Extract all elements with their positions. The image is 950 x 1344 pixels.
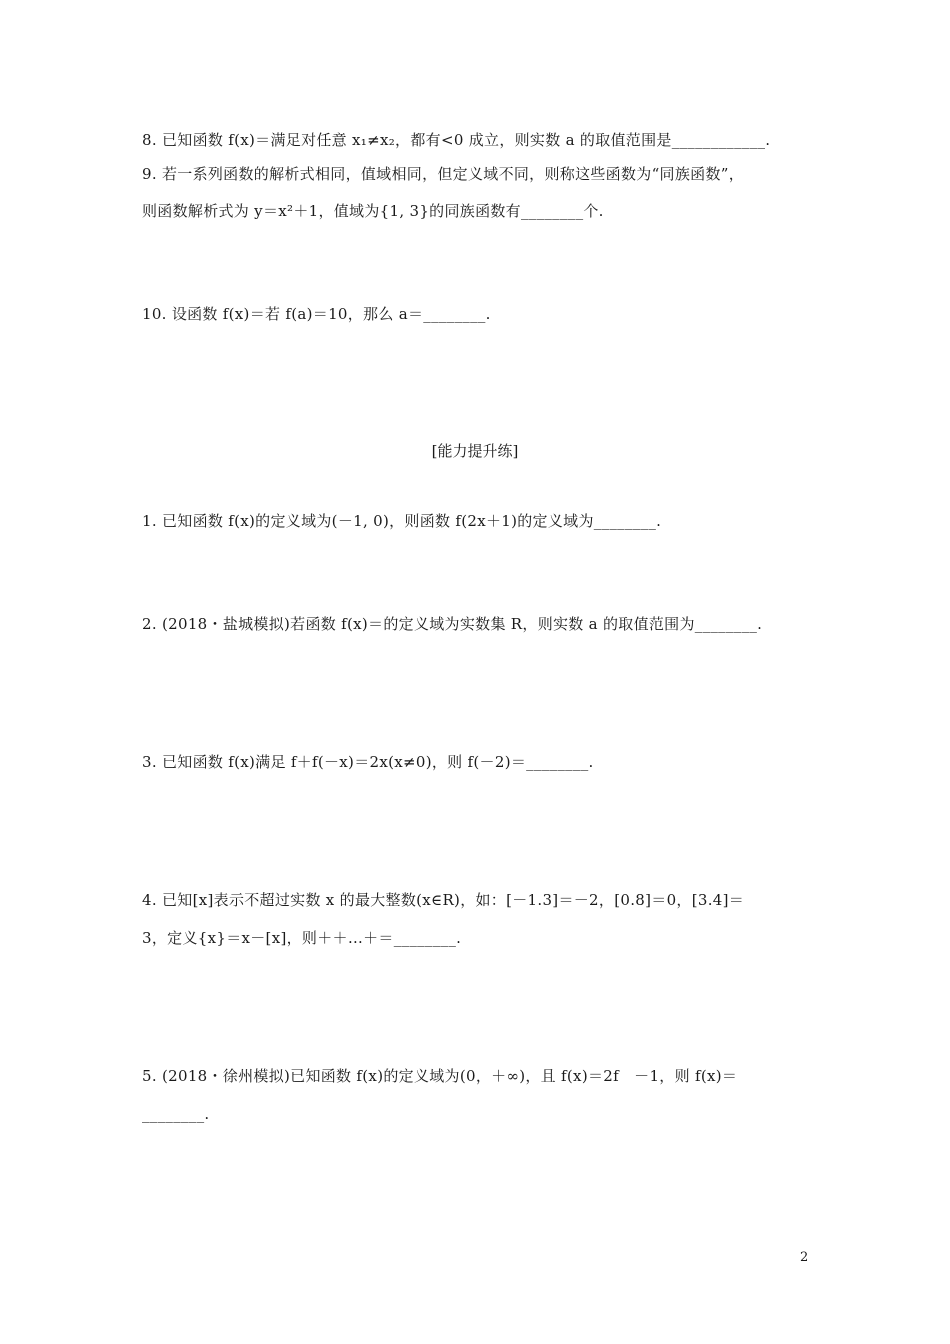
question-9-line-2: 则函数解析式为 y＝x²＋1，值域为{1, 3}的同族函数有________个. (142, 202, 604, 220)
advanced-question-1: 1. 已知函数 f(x)的定义域为(－1, 0)，则函数 f(2x＋1)的定义域为________. (142, 512, 662, 530)
question-8: 8. 已知函数 f(x)＝满足对任意 x₁≠x₂，都有<0 成立，则实数 a 的取值范围是____________. (142, 131, 771, 149)
advanced-question-3: 3. 已知函数 f(x)满足 f＋f(－x)＝2x(x≠0)，则 f(－2)＝________. (142, 753, 594, 771)
advanced-question-4-line-2: 3，定义{x}＝x－[x]，则＋＋…＋＝________. (142, 929, 462, 947)
advanced-question-5-line-2: ________. (142, 1105, 210, 1123)
question-9-line-1: 9. 若一系列函数的解析式相同，值域相同，但定义域不同，则称这些函数为“同族函数”， (142, 165, 745, 183)
advanced-question-4-line-1: 4. 已知[x]表示不超过实数 x 的最大整数(x∈R)，如：[－1.3]＝－2，[0.8]＝0，[3.4]＝ (142, 891, 745, 909)
advanced-question-2: 2. (2018・盐城模拟)若函数 f(x)＝的定义域为实数集 R，则实数 a 的取值范围为________. (142, 615, 763, 633)
advanced-question-5-line-1: 5. (2018・徐州模拟)已知函数 f(x)的定义域为(0，＋∞)，且 f(x)＝2f －1，则 f(x)＝ (142, 1067, 738, 1085)
page-number: 2 (800, 1250, 809, 1265)
question-10: 10. 设函数 f(x)＝若 f(a)＝10，那么 a＝________. (142, 305, 491, 323)
section-title: [能力提升练] (431, 442, 519, 460)
